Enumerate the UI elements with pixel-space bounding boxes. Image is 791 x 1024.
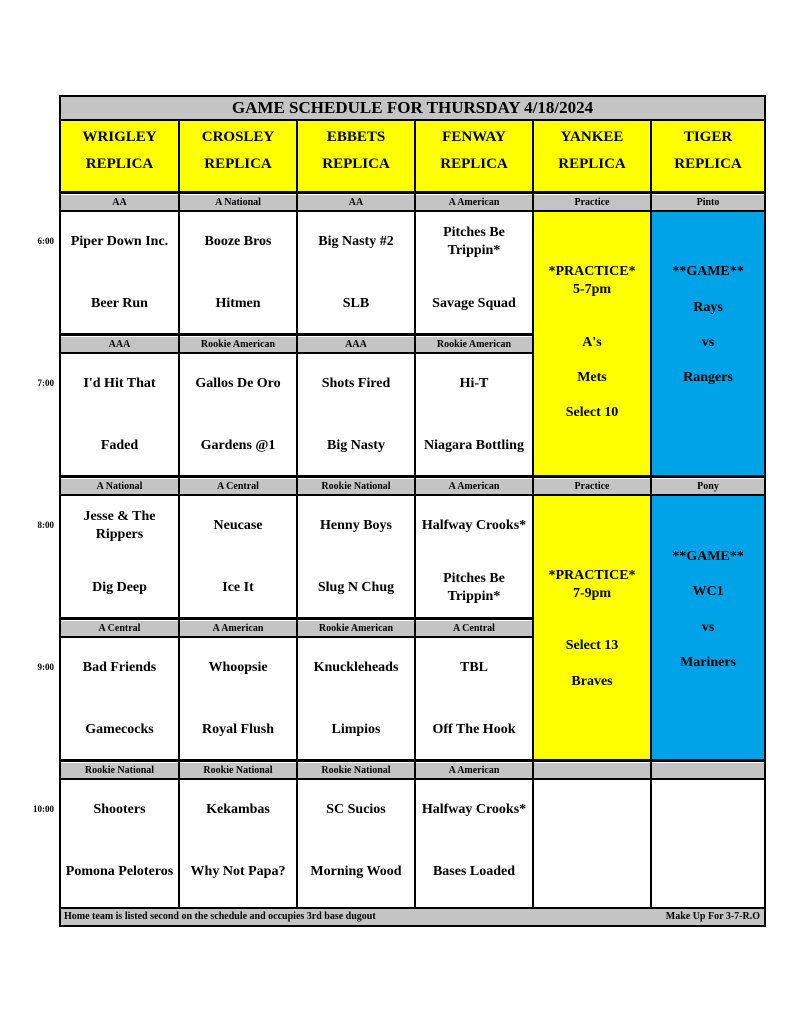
block-line: *PRACTICE* [548,568,636,583]
block-line: Select 10 [565,405,619,420]
division-label: A Central [180,479,296,494]
team-away: Gallos De Oro [195,376,281,391]
division-label: A National [61,479,178,494]
team-away: Kekambas [206,802,270,817]
team-away: Neucase [213,518,263,533]
division-label: Rookie American [180,337,296,352]
team-home: Slug N Chug [317,580,395,595]
schedule-title: GAME SCHEDULE FOR THURSDAY 4/18/2024 [61,97,764,121]
division-label: Practice [534,195,650,210]
tiger-game-block-2 [652,495,764,761]
field-sub: REPLICA [85,156,154,172]
grid-line [61,335,532,336]
grid-line [532,121,534,925]
footer-note: Home team is listed second on the schedule and occupies 3rd base dugout [64,911,376,922]
team-away: SC Sucios [326,802,386,817]
grid-line [61,778,764,780]
block-line: Mets [577,370,607,385]
division-label: AAA [298,337,414,352]
field-name: TIGER [683,129,733,145]
team-home: Royal Flush [202,722,274,737]
block-line: vs [701,335,715,350]
field-header-fenway [416,121,532,191]
team-home: Bases Loaded [432,864,516,879]
grid-line [61,636,532,638]
division-label: AAA [61,337,178,352]
block-line: Mariners [680,655,736,670]
time-label-6: 6:00 [37,236,54,246]
team-home: Savage Squad [432,296,516,311]
division-label: Pinto [652,195,764,210]
grid-line [61,352,532,354]
time-label-8: 8:00 [37,520,54,530]
team-home: Gamecocks [85,722,154,737]
team-home: Why Not Papa? [190,864,286,879]
block-line: **GAME** [672,549,744,564]
team-home: Pitches Be Trippin* [443,571,505,604]
division-label: Rookie National [298,763,414,778]
division-label: A American [180,621,296,636]
division-label: A American [416,479,532,494]
team-home: Hitmen [215,296,261,311]
team-away: TBL [459,660,488,675]
grid-line [650,121,652,925]
team-home: Niagara Bottling [424,438,524,453]
grid-line [414,121,416,925]
grid-line [61,477,764,478]
field-sub: REPLICA [204,156,272,172]
schedule-footer [61,907,764,925]
field-name: YANKEE [560,129,624,145]
division-label: Rookie American [298,621,414,636]
team-away: Shooters [93,802,146,817]
division-label: A Central [416,621,532,636]
division-label [652,763,764,778]
division-label: Rookie American [416,337,532,352]
block-line: 7-9pm [572,586,612,601]
time-label-9: 9:00 [37,662,54,672]
grid-line [61,210,764,212]
division-label: Practice [534,479,650,494]
grid-line [178,121,180,925]
block-line: Rays [693,300,723,315]
division-label: A American [416,195,532,210]
field-name: FENWAY [442,129,506,145]
team-away: Bad Friends [82,660,157,675]
yankee-practice-block-1 [534,211,650,477]
team-home: Limpios [331,722,381,737]
division-label: A American [416,763,532,778]
field-header-wrigley [61,121,178,191]
team-home: Big Nasty [327,438,385,453]
yankee-practice-block-2 [534,495,650,761]
division-label: Rookie National [61,763,178,778]
team-away: Piper Down Inc. [70,234,169,249]
time-label-10: 10:00 [33,804,54,814]
team-home: Ice It [222,580,254,595]
team-away: Shots Fired [321,376,391,391]
team-away: Pitches Be Trippin* [443,225,505,258]
division-label [534,763,650,778]
grid-line [61,494,764,496]
grid-line [296,121,298,925]
block-line: 5-7pm [572,282,612,297]
field-name: WRIGLEY [82,129,157,145]
team-away: Big Nasty #2 [318,234,394,249]
grid-line [61,761,764,762]
team-away: Jesse & The Rippers [83,509,156,542]
block-line: Rangers [683,370,733,385]
division-label: Rookie National [180,763,296,778]
field-header-ebbets [298,121,414,191]
team-away: Booze Bros [204,234,272,249]
division-label: A National [180,195,296,210]
division-label: AA [61,195,178,210]
grid-line [61,193,764,194]
team-home: Morning Wood [310,864,402,879]
field-header-crosley [180,121,296,191]
block-line: **GAME** [672,264,744,279]
field-header-yankee [534,121,650,191]
team-away: Halfway Crooks* [421,518,527,533]
footer-makeup: Make Up For 3-7-R.O [665,911,760,922]
team-home: SLB [342,296,370,311]
grid-line [61,619,532,620]
block-line: Braves [571,674,613,689]
team-away: Knuckleheads [313,660,399,675]
block-line: A's [582,335,602,350]
field-name: EBBETS [326,129,386,145]
time-label-7: 7:00 [37,378,54,388]
division-label: AA [298,195,414,210]
team-away: I'd Hit That [83,376,156,391]
team-home: Beer Run [91,296,148,311]
team-home: Pomona Peloteros [65,864,174,879]
block-line: Select 13 [565,638,619,653]
team-home: Dig Deep [92,580,147,595]
block-line: vs [701,620,715,635]
field-sub: REPLICA [558,156,626,172]
division-label: A Central [61,621,178,636]
team-away: Hi-T [459,376,489,391]
team-home: Faded [100,438,139,453]
block-line: WC1 [692,584,724,599]
field-name: CROSLEY [201,129,275,145]
division-label: Pony [652,479,764,494]
team-away: Whoopsie [208,660,268,675]
team-away: Henny Boys [320,518,392,533]
schedule-table [59,95,766,927]
field-sub: REPLICA [440,156,508,172]
field-sub: REPLICA [674,156,742,172]
division-label: Rookie National [298,479,414,494]
team-home: Off The Hook [432,722,516,737]
field-header-tiger [652,121,764,191]
field-sub: REPLICA [322,156,390,172]
tiger-game-block-1 [652,211,764,477]
block-line: *PRACTICE* [548,264,636,279]
team-away: Halfway Crooks* [421,802,527,817]
team-home: Gardens @1 [200,438,276,453]
